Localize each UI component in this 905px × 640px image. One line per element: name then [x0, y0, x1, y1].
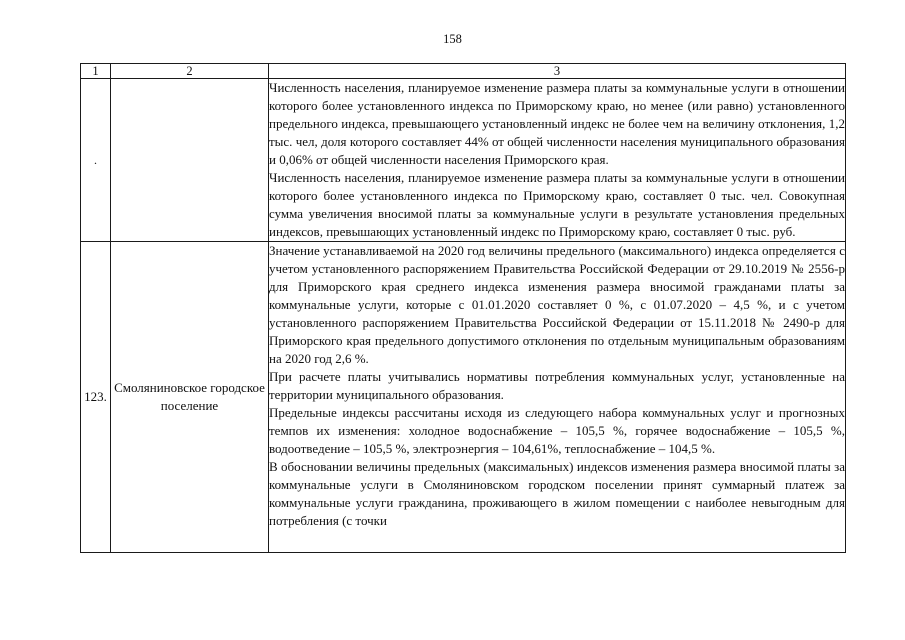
row-number-cell: 123. [81, 242, 111, 553]
description-paragraph: Предельные индексы рассчитаны исходя из следующего набора коммунальных услуг и прогнозных темпов их изменения: холодное водоснабжение – 105,5 %, горячее водоснабжение – 105,5 %, водоотведение – 105,5 %, электроэнергия – 104,61%, теплоснабжение – 104,5 %. [269, 405, 845, 456]
row-number-cell: . [81, 79, 111, 242]
table-row [81, 242, 846, 553]
description-paragraph: В обосновании величины предельных (максимальных) индексов изменения размера вносимой платы за коммунальные услуги в Смоляниновском городском поселении принят суммарный платеж за коммунальные услуги гражданина, проживающего в жилом помещении с наиболее невыгодным для потребления (с точки [269, 459, 845, 528]
table-row [81, 79, 846, 242]
column-header-3: 3 [269, 64, 846, 79]
description-paragraph: Численность населения, планируемое изменение размера платы за коммунальные услуги в отношении которого более установленного индекса по Приморскому краю, составляет 0 тыс. чел. Совокупная сумма увеличения вносимой платы за коммунальные услуги в результате установления предельных индексов, превышающих установленный индекс по Приморскому краю, составляет 0 тыс. руб. [269, 170, 845, 239]
municipality-cell: Смоляниновское городское поселение [111, 242, 269, 553]
description-content [269, 242, 845, 552]
municipality-cell [111, 79, 269, 242]
column-header-2: 2 [111, 64, 269, 79]
description-paragraph: При расчете платы учитывались нормативы потребления коммунальных услуг, установленные на территории муниципального образования. [269, 369, 845, 402]
description-cell [269, 242, 846, 553]
description-paragraph: Численность населения, планируемое изменение размера платы за коммунальные услуги в отношении которого более установленного индекса по Приморскому краю, но менее (или равно) установленного предельного индекса, превышающего установленный индекс не более чем на величину отклонения, 1,2 тыс. чел, доля которого составляет 44% от общей численности населения муниципального образования и 0,06% от общей численности населения Приморского края. [269, 80, 845, 167]
description-paragraph: Значение устанавливаемой на 2020 год величины предельного (максимального) индекса определяется с учетом установленного распоряжением Правительства Российской Федерации от 29.10.2019 № 2556-р для Приморского края среднего индекса изменения размера вносимой гражданами платы за коммунальные услуги, которые с 01.01.2020 составляет 0 %, с 01.07.2020 – 4,5 %, и с учетом установленного распоряжением Правительства Российской Федерации от 15.11.2018 № 2490-р для Приморского края предельного допустимого отклонения по отдельным муниципальным образованиям на 2020 год 2,6 %. [269, 243, 845, 366]
document-table [80, 63, 846, 553]
table-header-row [81, 64, 846, 79]
page-number: 158 [443, 32, 462, 46]
column-header-1: 1 [81, 64, 111, 79]
description-cell [269, 79, 846, 242]
